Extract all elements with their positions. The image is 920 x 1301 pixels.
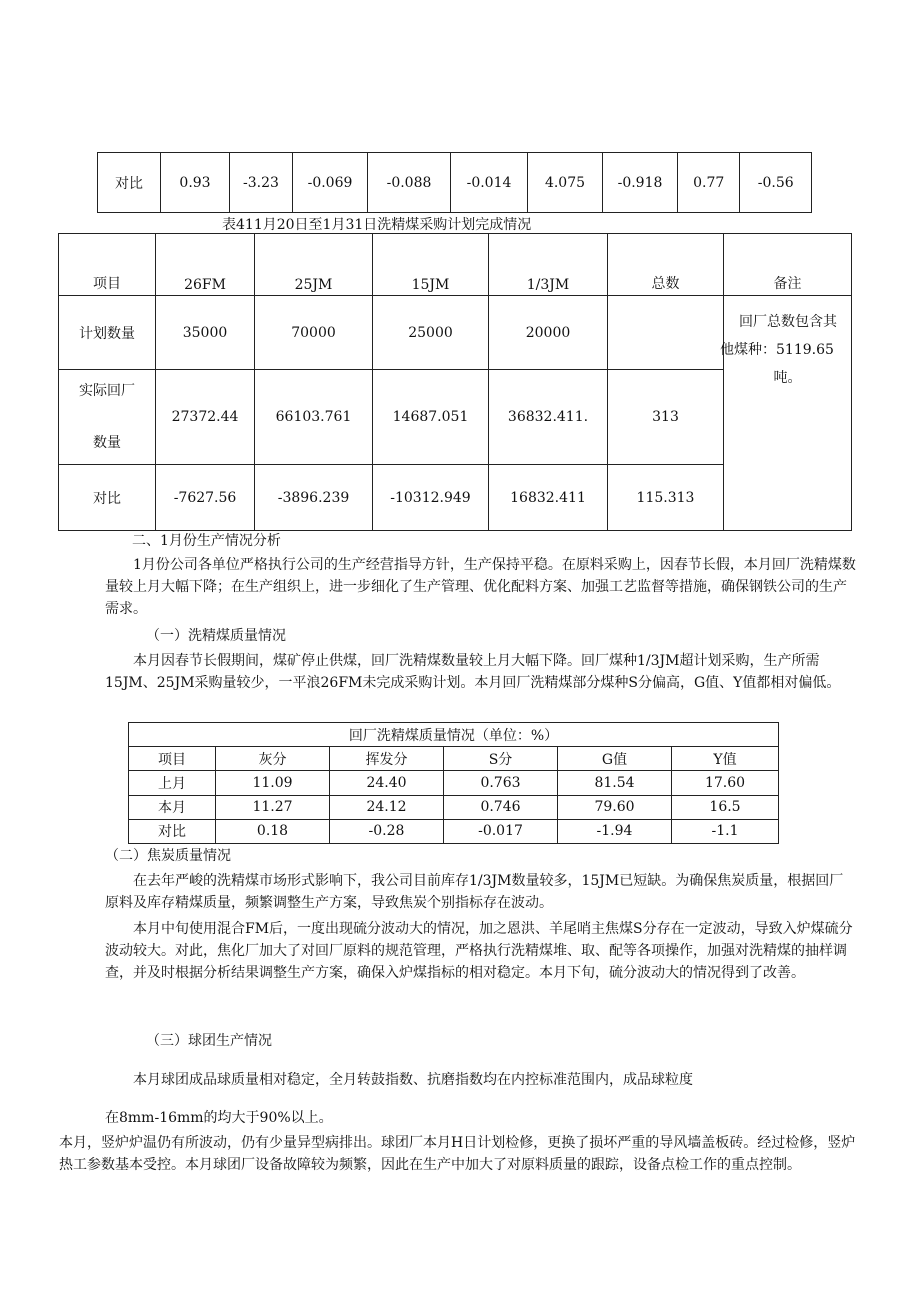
table-cell: 0.746 bbox=[444, 795, 558, 819]
table-row bbox=[129, 819, 779, 843]
table-header-row bbox=[59, 234, 852, 296]
table-cell: 24.40 bbox=[330, 771, 444, 795]
header-cell: 总数 bbox=[608, 234, 724, 296]
coal-quality-table bbox=[128, 722, 779, 844]
header-cell: 灰分 bbox=[216, 747, 330, 771]
header-cell: 25JM bbox=[255, 234, 373, 296]
note-line: 吨。 bbox=[773, 370, 802, 386]
purchase-plan-table bbox=[58, 233, 852, 531]
subsection-heading: （二）焦炭质量情况 bbox=[105, 848, 231, 864]
table-cell: -0.28 bbox=[330, 819, 444, 843]
table-cell: -0.069 bbox=[293, 153, 368, 213]
paragraph: 1月份公司各单位严格执行公司的生产经营指导方针，生产保持平稳。在原料采购上，因春节长假，本月回厂洗精煤数量较上月大幅下降；在生产组织上，进一步细化了生产管理、优化配料方案、加强工艺监督等措施，确保钢铁公司的生产需求。 bbox=[105, 557, 856, 617]
table-caption: 表411月20日至1月31日洗精煤采购计划完成情况 bbox=[222, 217, 532, 233]
table-cell: 17.60 bbox=[672, 771, 779, 795]
subsection-heading: （三）球团生产情况 bbox=[146, 1033, 272, 1049]
table-cell: 313 bbox=[608, 370, 724, 465]
header-cell: G值 bbox=[558, 747, 672, 771]
paragraph: 本月球团成品球质量相对稳定，全月转鼓指数、抗磨指数均在内控标准范围内，成品球粒度 bbox=[133, 1072, 693, 1088]
table-cell: -0.017 bbox=[444, 819, 558, 843]
comparison-table-top bbox=[97, 152, 812, 213]
table-cell: -0.088 bbox=[368, 153, 451, 213]
table-row bbox=[129, 771, 779, 795]
header-cell: 备注 bbox=[724, 234, 852, 296]
table-cell: 24.12 bbox=[330, 795, 444, 819]
table-cell: 16.5 bbox=[672, 795, 779, 819]
table-cell: -10312.949 bbox=[373, 465, 489, 531]
table-cell: -0.918 bbox=[603, 153, 678, 213]
table-cell: 0.77 bbox=[678, 153, 740, 213]
table-cell bbox=[59, 370, 156, 465]
paragraph: 本月因春节长假期间，煤矿停止供煤，回厂洗精煤数量较上月大幅下降。回厂煤种1/3JM超计划采购，生产所需15JM、25JM采购量较少，一平浪26FM未完成采购计划。本月回厂洗精煤部分煤种S分偏高，G值、Y值都相对偏低。 bbox=[105, 653, 841, 691]
header-cell: 项目 bbox=[59, 234, 156, 296]
table-cell: 27372.44 bbox=[156, 370, 255, 465]
header-cell: 项目 bbox=[129, 747, 216, 771]
table-cell: 本月 bbox=[129, 795, 216, 819]
header-cell: 挥发分 bbox=[330, 747, 444, 771]
table-cell: -7627.56 bbox=[156, 465, 255, 531]
table-title-row bbox=[129, 723, 779, 747]
table-cell: -3.23 bbox=[230, 153, 293, 213]
table-cell: 25000 bbox=[373, 296, 489, 370]
table-cell: 70000 bbox=[255, 296, 373, 370]
table-title: 回厂洗精煤质量情况（单位：%） bbox=[129, 723, 779, 747]
table-cell: -1.94 bbox=[558, 819, 672, 843]
header-cell: Y值 bbox=[672, 747, 779, 771]
table-cell: 14687.051 bbox=[373, 370, 489, 465]
table-cell: 11.09 bbox=[216, 771, 330, 795]
table-cell: 计划数量 bbox=[59, 296, 156, 370]
paragraph: 本月中旬使用混合FM后，一度出现硫分波动大的情况，加之恩洪、羊尾哨主焦煤S分存在一定波动，导致入炉煤硫分波动较大。对此，焦化厂加大了对回厂原料的规范管理，严格执行洗精煤堆、取、配等各项操作，加强对洗精煤的抽样调查，并及时根据分析结果调整生产方案，确保入炉煤指标的相对稳定。本月下旬，硫分波动大的情况得到了改善。 bbox=[105, 921, 853, 981]
table-cell: 0.93 bbox=[161, 153, 230, 213]
table-cell: 0.763 bbox=[444, 771, 558, 795]
table-cell: 79.60 bbox=[558, 795, 672, 819]
table-cell: 0.18 bbox=[216, 819, 330, 843]
subsection-heading: （一）洗精煤质量情况 bbox=[146, 628, 286, 644]
table-cell bbox=[608, 296, 724, 370]
header-cell: 1/3JM bbox=[489, 234, 608, 296]
table-cell: 4.075 bbox=[528, 153, 603, 213]
section-heading: 二、1月份生产情况分析 bbox=[132, 533, 281, 549]
table-cell: -0.014 bbox=[451, 153, 528, 213]
table-cell: -0.56 bbox=[740, 153, 812, 213]
table-cell: 对比 bbox=[98, 153, 161, 213]
header-cell: 15JM bbox=[373, 234, 489, 296]
note-cell bbox=[720, 296, 852, 531]
table-cell: 115.313 bbox=[608, 465, 724, 531]
table-header-row bbox=[129, 747, 779, 771]
table-cell: 16832.411 bbox=[489, 465, 608, 531]
table-cell: 上月 bbox=[129, 771, 216, 795]
paragraph: 在8mm-16mm的均大于90%以上。 bbox=[105, 1110, 333, 1126]
paragraph: 本月，竖炉炉温仍有所波动，仍有少量异型病排出。球团厂本月H日计划检修，更换了损坏严重的导风墙盖板砖。经过检修，竖炉热工参数基本受控。本月球团厂设备故障较为频繁，因此在生产中加大了对原料质量的跟踪，设备点检工作的重点控制。 bbox=[59, 1135, 856, 1173]
table-cell: 对比 bbox=[129, 819, 216, 843]
header-cell: 26FM bbox=[156, 234, 255, 296]
table-row bbox=[98, 153, 812, 213]
table-cell: 36832.411. bbox=[489, 370, 608, 465]
table-cell: 20000 bbox=[489, 296, 608, 370]
table-cell: 对比 bbox=[59, 465, 156, 531]
row-label: 实际回厂 bbox=[79, 383, 135, 399]
note-line: 回厂总数包含其 bbox=[739, 314, 837, 330]
table-cell: -3896.239 bbox=[255, 465, 373, 531]
header-cell: S分 bbox=[444, 747, 558, 771]
table-cell: -1.1 bbox=[672, 819, 779, 843]
table-row bbox=[129, 795, 779, 819]
table-cell: 11.27 bbox=[216, 795, 330, 819]
table-cell: 66103.761 bbox=[255, 370, 373, 465]
row-label: 数量 bbox=[93, 435, 121, 451]
note-line: 他煤种：5119.65 bbox=[720, 342, 834, 358]
table-cell: 81.54 bbox=[558, 771, 672, 795]
table-cell: 35000 bbox=[156, 296, 255, 370]
table-row bbox=[59, 296, 852, 370]
paragraph: 在去年严峻的洗精煤市场形式影响下，我公司目前库存1/3JM数量较多，15JM已短缺。为确保焦炭质量，根据回厂原料及库存精煤质量，频繁调整生产方案，导致焦炭个别指标存在波动。 bbox=[105, 873, 844, 911]
